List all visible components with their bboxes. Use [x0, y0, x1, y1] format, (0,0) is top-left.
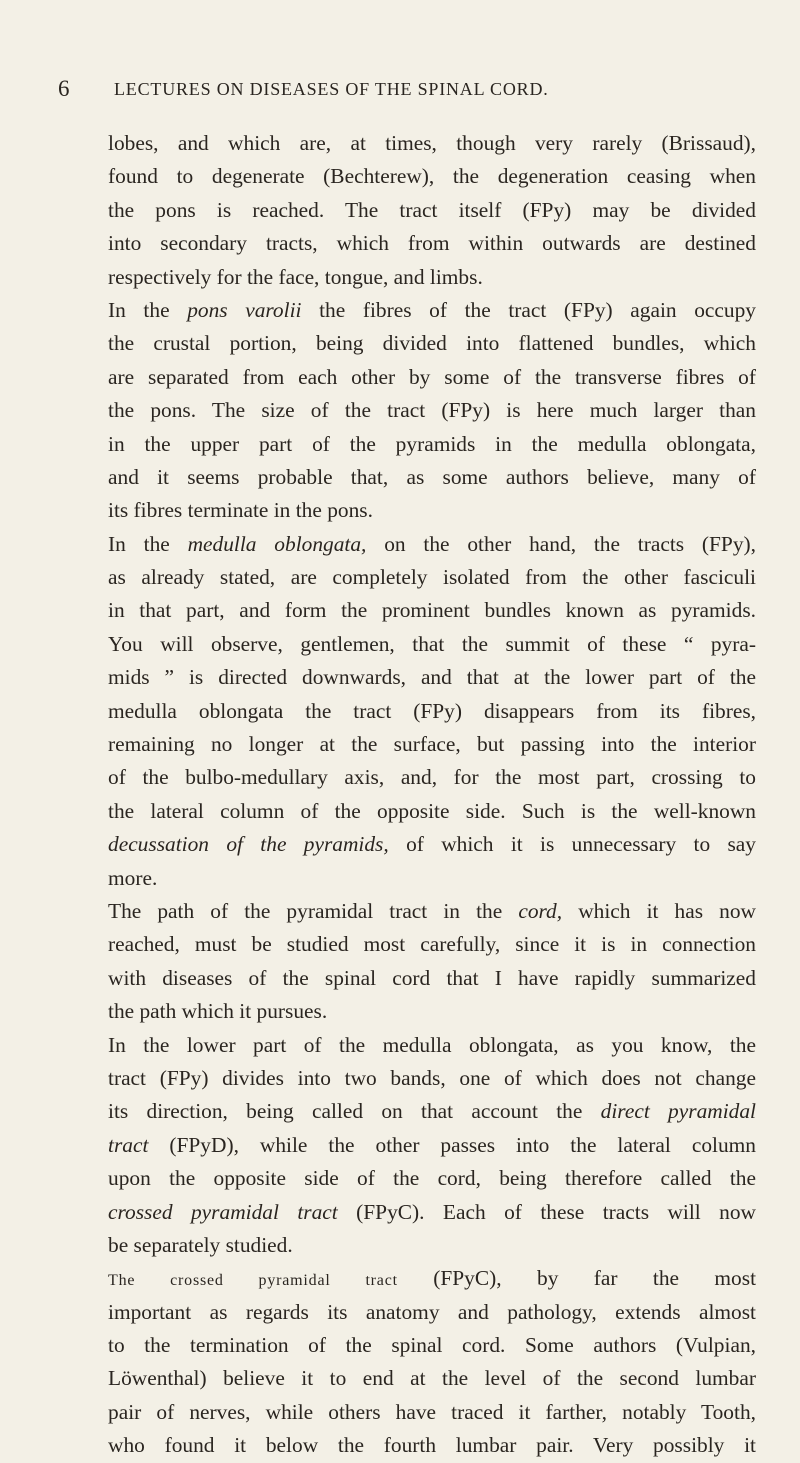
text-run: (FPyC), by far the most	[397, 1266, 757, 1291]
section-heading: The crossed pyramidal tract	[108, 1272, 398, 1290]
text-line: of the bulbo-medullary axis, and, for the most part, crossing to	[108, 765, 756, 790]
text-line	[108, 528, 756, 561]
text-line: reached, must be studied most carefully, since it is in connection	[108, 932, 756, 957]
text-run: In the	[108, 531, 188, 556]
text-run: on the other hand, the tracts (FPy),	[366, 531, 756, 556]
text-line: remaining no longer at the surface, but passing into the interior	[108, 732, 756, 757]
text-line: medulla oblongata the tract (FPy) disappears from its fibres,	[108, 698, 756, 723]
text-line: the lateral column of the opposite side. Such is the well-known	[108, 798, 756, 823]
text-line: Löwenthal) believe it to end at the level of the second lumbar	[108, 1366, 756, 1391]
running-title: LECTURES ON DISEASES OF THE SPINAL CORD.	[114, 79, 549, 99]
text-line: in that part, and form the prominent bundles known as pyramids.	[108, 598, 756, 623]
text-line: with diseases of the spinal cord that I have rapidly summarized	[108, 965, 756, 990]
text-line: the crustal portion, being divided into flattened bundles, which	[108, 331, 756, 356]
text-line: the pons. The size of the tract (FPy) is here much larger than	[108, 398, 756, 423]
italic-term: direct pyramidal	[600, 1099, 756, 1124]
text-line: upon the opposite side of the cord, being therefore called the	[108, 1166, 756, 1191]
text-run: the fibres of the tract (FPy) again occupy	[301, 297, 756, 322]
text-run: The path of the pyramidal tract in the	[108, 898, 519, 923]
text-line: tract (FPy) divides into two bands, one of which does not change	[108, 1065, 756, 1090]
text-line: to the termination of the spinal cord. Some authors (Vulpian,	[108, 1333, 756, 1358]
text-line: in the upper part of the pyramids in the medulla oblongata,	[108, 431, 756, 456]
text-line: pair of nerves, while others have traced it farther, notably Tooth,	[108, 1399, 756, 1424]
text-run: of which it is unnecessary to say	[388, 832, 756, 857]
italic-term: cord,	[518, 898, 563, 923]
text-line	[108, 895, 756, 928]
italic-term: crossed pyramidal tract	[108, 1199, 338, 1224]
text-line: as already stated, are completely isolated from the other fasciculi	[108, 565, 756, 590]
text-run: In the	[108, 297, 188, 322]
text-line	[108, 1262, 756, 1295]
text-line: be separately studied.	[108, 1232, 293, 1257]
text-line	[108, 1095, 756, 1128]
italic-term: decussation of the pyramids,	[108, 832, 389, 857]
page-number: 6	[58, 76, 70, 101]
text-line: mids ” is directed downwards, and that at the lower part of the	[108, 665, 756, 690]
text-line: more.	[108, 865, 158, 890]
text-run: (FPyC). Each of these tracts will now	[337, 1199, 756, 1224]
text-line: are separated from each other by some of the transverse fibres of	[108, 364, 756, 389]
text-line	[108, 1196, 756, 1229]
text-line: important as regards its anatomy and pathology, extends almost	[108, 1299, 756, 1324]
body-text	[108, 127, 756, 1463]
text-run: (FPyD), while the other passes into the lateral column	[148, 1132, 756, 1157]
text-line: its fibres terminate in the pons.	[108, 498, 373, 523]
text-line	[108, 828, 756, 861]
text-line	[108, 1129, 756, 1162]
text-line: the pons is reached. The tract itself (FPy) may be divided	[108, 197, 756, 222]
text-line: lobes, and which are, at times, though very rarely (Brissaud),	[108, 131, 756, 155]
page-header	[0, 76, 800, 106]
text-line	[108, 294, 756, 327]
italic-term: medulla oblongata,	[187, 531, 367, 556]
text-line: You will observe, gentlemen, that the summit of these “ pyra-	[108, 631, 756, 656]
text-line: and it seems probable that, as some authors believe, many of	[108, 464, 756, 489]
text-line: In the lower part of the medulla oblongata, as you know, the	[108, 1032, 756, 1057]
text-line: found to degenerate (Bechterew), the degeneration ceasing when	[108, 164, 756, 189]
text-run: its direction, being called on that account the	[108, 1099, 601, 1124]
text-run: which it has now	[562, 898, 757, 923]
italic-term: tract	[108, 1132, 149, 1157]
text-line: respectively for the face, tongue, and limbs.	[108, 264, 483, 289]
text-line: into secondary tracts, which from within outwards are destined	[108, 231, 756, 256]
text-line: who found it below the fourth lumbar pair. Very possibly it	[108, 1433, 756, 1458]
italic-term: pons varolii	[187, 297, 302, 322]
text-line: the path which it pursues.	[108, 999, 328, 1024]
